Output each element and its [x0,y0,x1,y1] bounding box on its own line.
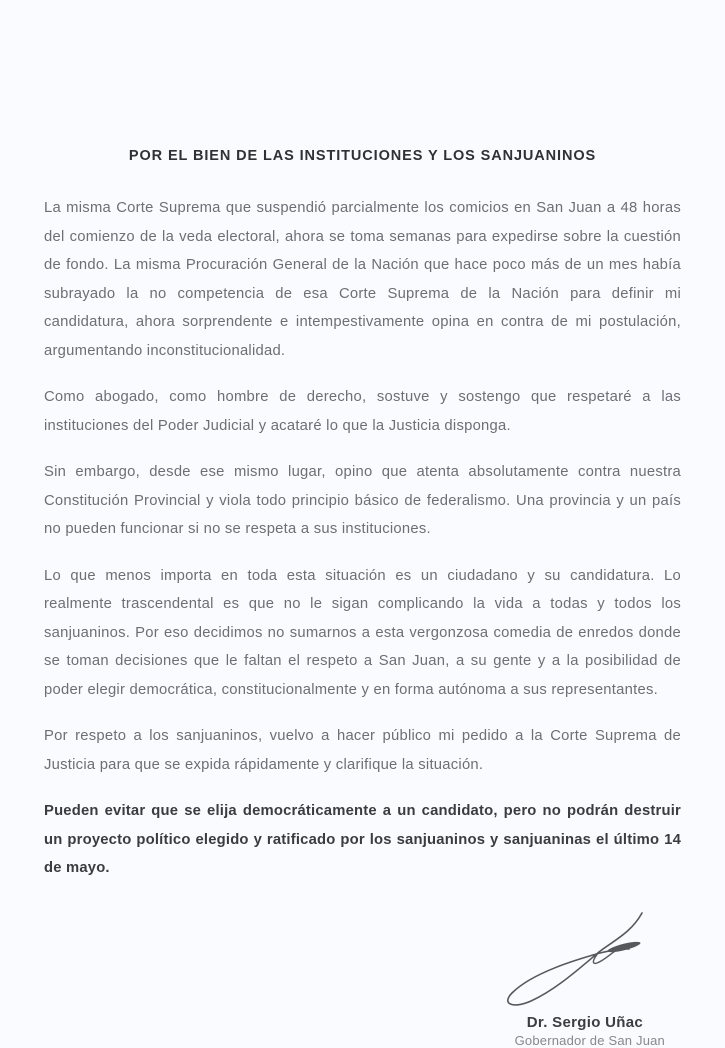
signature-flourish-icon [485,909,655,1014]
paragraph-2: Como abogado, como hombre de derecho, sostuve y sostengo que respetaré a las instituciones del Poder Judicial y acataré lo que la Justicia disponga. [44,389,681,434]
signature-role: Gobernador de San Juan [514,1032,665,1048]
paragraph-5: Por respeto a los sanjuaninos, vuelvo a hacer público mi pedido a la Corte Suprema de Justicia para que se expida rápidamente y clarifique la situación. [44,728,681,773]
signature-block [44,909,681,1048]
signature-name: Dr. Sergio Uñac [526,1013,643,1031]
paragraph-closing-bold: Pueden evitar que se elija democráticamente a un candidato, pero no podrán destruir un proyecto político elegido y ratificado por los sanjuaninos y sanjuaninas el último 14 de mayo. [44,803,681,876]
paragraph-4: Lo que menos importa en toda esta situación es un ciudadano y su candidatura. Lo realmente trascendental es que no le sigan complicando la vida a todas y todos los sanjuaninos. Por eso decidimos no sumarnos a esta vergonzosa comedia de enredos donde se toman decisiones que le faltan el respeto a San Juan, a su gente y a la posibilidad de poder elegir democrática, constitucionalmente y en forma autónoma a sus representantes. [44,567,681,698]
paragraph-1: La misma Corte Suprema que suspendió parcialmente los comicios en San Juan a 48 horas del comienzo de la veda electoral, ahora se toma semanas para expedirse sobre la cuestión de fondo. La misma Procuración General de la Nación que hace poco más de un mes había subrayado la no competencia de esa Corte Suprema de la Nación para definir mi candidatura, ahora sorprendente e intempestivamente opina en contra de mi postulación, argumentando inconstitucionalidad. [44,200,681,359]
paragraph-3: Sin embargo, desde ese mismo lugar, opino que atenta absolutamente contra nuestra Constitución Provincial y viola todo principio básico de federalismo. Una provincia y un país no pueden funcionar si no se respeta a sus instituciones. [44,464,681,537]
document-title: POR EL BIEN DE LAS INSTITUCIONES Y LOS SANJUANINOS [128,148,597,164]
